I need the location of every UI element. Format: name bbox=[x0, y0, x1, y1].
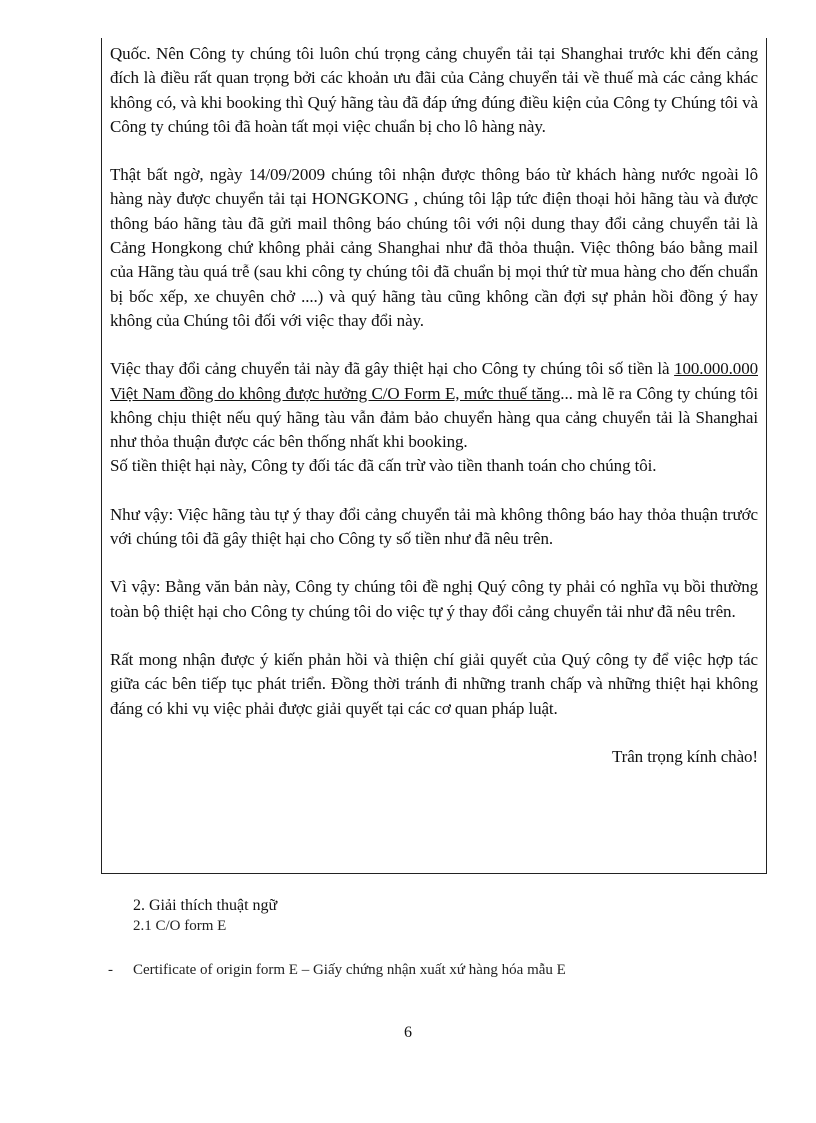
paragraph-transshipment-importance: Quốc. Nên Công ty chúng tôi luôn chú trọng cảng chuyển tải tại Shanghai trước khi đến cảng đích là điều rất quan trọng bởi các khoản ưu đãi của Cảng chuyển tải về thuế mà các cảng khác không có, và khi booking thì Quý hãng tàu đã đáp ứng đúng điều kiện của Công ty Chúng tôi và Công ty chúng tôi đã hoàn tất mọi việc chuẩn bị cho lô hàng này. bbox=[110, 44, 758, 136]
paragraph-offset-payment: Số tiền thiệt hại này, Công ty đối tác đã cấn trừ vào tiền thanh toán cho chúng tôi. bbox=[110, 456, 657, 476]
section-heading: 2. Giải thích thuật ngữ bbox=[133, 897, 278, 914]
subsection-heading: 2.1 C/O form E bbox=[133, 918, 227, 934]
closing-greeting: Trân trọng kính chào! bbox=[611, 746, 758, 766]
bullet-dash: - bbox=[108, 962, 113, 978]
damage-rest: ... mà lẽ ra Công ty chúng tôi không chịu thiệt nếu quý hãng tàu vẫn đảm bảo chuyển hàng qua cảng chuyển tải là Shanghai như thỏa thuận được các bên thống nhất khi booking. bbox=[110, 383, 758, 452]
paragraph-hongkong-change: Thật bất ngờ, ngày 14/09/2009 chúng tôi nhận được thông báo từ khách hàng nước ngoài lô hàng này được chuyển tải tại HONGKONG , chúng tôi lập tức điện thoại hỏi hãng tàu và được thông báo hãng tàu đã gửi mail thông báo chúng tôi với nội dung thay đổi cảng chuyển tải là Cảng Hongkong chứ không phải cảng Shanghai như đã thỏa thuận. Việc thông báo bằng mail của Hãng tàu quá trễ (sau khi công ty chúng tôi đã chuẩn bị mọi thứ từ mua hàng cho đến chuẩn bị bốc xếp, xe chuyên chở ....) và quý hãng tàu cũng không cần đợi sự phản hồi đồng ý hay không của Chúng tôi đối với việc thay đổi này. bbox=[110, 165, 758, 330]
definition-bullet bbox=[108, 962, 566, 979]
paragraph-conclusion: Như vậy: Việc hãng tàu tự ý thay đổi cảng chuyển tải mà không thông báo hay thỏa thuận trước với chúng tôi đã gây thiệt hại cho Công ty số tiền như đã nêu trên. bbox=[110, 504, 758, 549]
paragraph-compensation-request: Vì vậy: Bằng văn bản này, Công ty chúng tôi đề nghị Quý công ty phải có nghĩa vụ bồi thường toàn bộ thiệt hại cho Công ty chúng tôi do việc tự ý thay đổi cảng chuyển tải như đã nêu trên. bbox=[110, 577, 758, 621]
paragraph-cooperation: Rất mong nhận được ý kiến phản hồi và thiện chí giải quyết của Quý công ty để việc hợp tác giữa các bên tiếp tục phát triển. Đồng thời tránh đi những tranh chấp và những thiệt hại không đáng có khi vụ việc phải được giải quyết tại các cơ quan pháp luật. bbox=[110, 649, 758, 718]
page-number: 6 bbox=[404, 1024, 412, 1041]
damage-amount-underlined: 100.000.000 Việt Nam đồng do không được hưởng C/O Form E, mức thuế tăng bbox=[110, 359, 758, 403]
letter-box bbox=[101, 38, 767, 874]
paragraph-damage-amount bbox=[110, 357, 758, 454]
definition-text: Certificate of origin form E – Giấy chứng nhận xuất xứ hàng hóa mẫu E bbox=[133, 962, 566, 978]
damage-intro: Việc thay đổi cảng chuyển tải này đã gây thiệt hại cho Công ty chúng tôi số tiền là bbox=[110, 359, 670, 379]
